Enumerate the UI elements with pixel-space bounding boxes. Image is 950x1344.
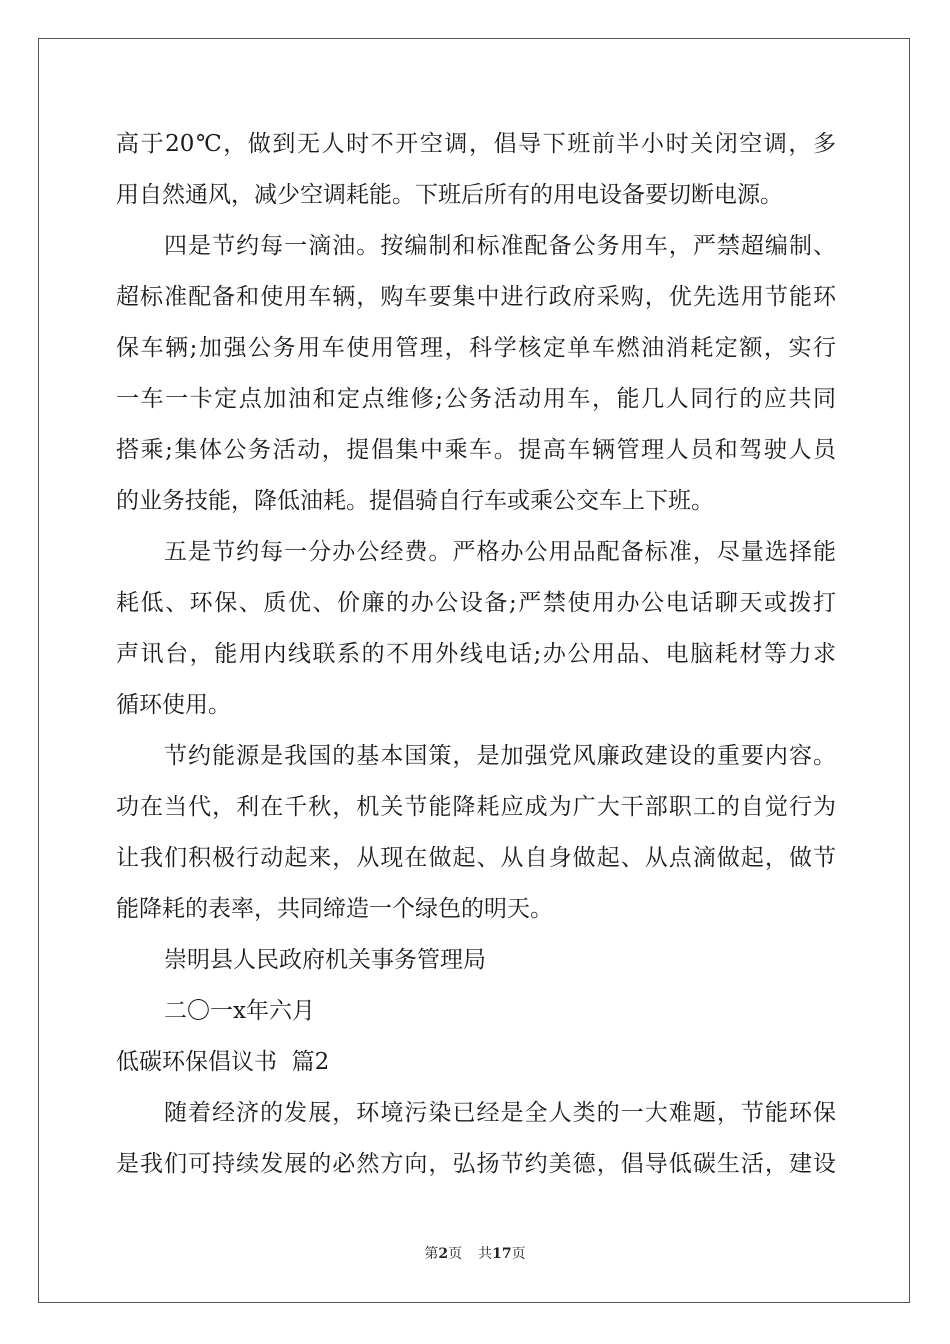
text-line: 循环使用。 bbox=[116, 692, 231, 718]
signature-date: 二〇一x年六月 bbox=[164, 998, 315, 1024]
text-line: 高于20℃，做到无人时不开空调，倡导下班前半小时关闭空调，多 bbox=[116, 131, 836, 157]
page-prefix: 第 bbox=[424, 1246, 439, 1262]
text-line: 超标准配备和使用车辆，购车要集中进行政府采购，优先选用节能环 bbox=[116, 284, 836, 310]
text-line: 用自然通风，减少空调耗能。下班后所有的用电设备要切断电源。 bbox=[116, 182, 783, 208]
total-suffix: 页 bbox=[511, 1246, 526, 1262]
text-line: 的业务技能，降低油耗。提倡骑自行车或乘公交车上下班。 bbox=[116, 488, 714, 514]
paragraph-start-line: 四是节约每一滴油。按编制和标准配备公务用车，严禁超编制、 bbox=[164, 233, 836, 259]
text-line: 保车辆;加强公务用车使用管理，科学核定单车燃油消耗定额，实行 bbox=[116, 335, 836, 361]
paragraph-start-line: 节约能源是我国的基本国策，是加强党风廉政建设的重要内容。 bbox=[164, 743, 836, 769]
text-line: 能降耗的表率，共同缔造一个绿色的明天。 bbox=[116, 896, 553, 922]
text-line: 让我们积极行动起来，从现在做起、从自身做起、从点滴做起，做节 bbox=[116, 845, 836, 871]
text-line: 搭乘;集体公务活动，提倡集中乘车。提高车辆管理人员和驾驶人员 bbox=[116, 437, 836, 463]
page-footer bbox=[0, 1245, 950, 1263]
text-line: 声讯台，能用内线联系的不用外线电话;办公用品、电脑耗材等力求 bbox=[116, 641, 836, 667]
page-number: 2 bbox=[438, 1246, 449, 1262]
total-pages: 17 bbox=[492, 1246, 512, 1262]
paragraph-start-line: 随着经济的发展，环境污染已经是全人类的一大难题，节能环保 bbox=[164, 1100, 836, 1126]
page-suffix: 页 bbox=[448, 1246, 463, 1262]
text-line: 是我们可持续发展的必然方向，弘扬节约美德，倡导低碳生活，建设 bbox=[116, 1151, 836, 1177]
text-line: 一车一卡定点加油和定点维修;公务活动用车，能几人同行的应共同 bbox=[116, 386, 836, 412]
total-prefix: 共 bbox=[478, 1246, 493, 1262]
text-line: 耗低、环保、质优、价廉的办公设备;严禁使用办公电话聊天或拨打 bbox=[116, 590, 836, 616]
paragraph-start-line: 五是节约每一分办公经费。严格办公用品配备标准，尽量选择能 bbox=[164, 539, 836, 565]
section-heading: 低碳环保倡议书 篇2 bbox=[116, 1049, 330, 1075]
signature-organization: 崇明县人民政府机关事务管理局 bbox=[164, 947, 486, 973]
text-line: 功在当代，利在千秋，机关节能降耗应成为广大干部职工的自觉行为 bbox=[116, 794, 836, 820]
